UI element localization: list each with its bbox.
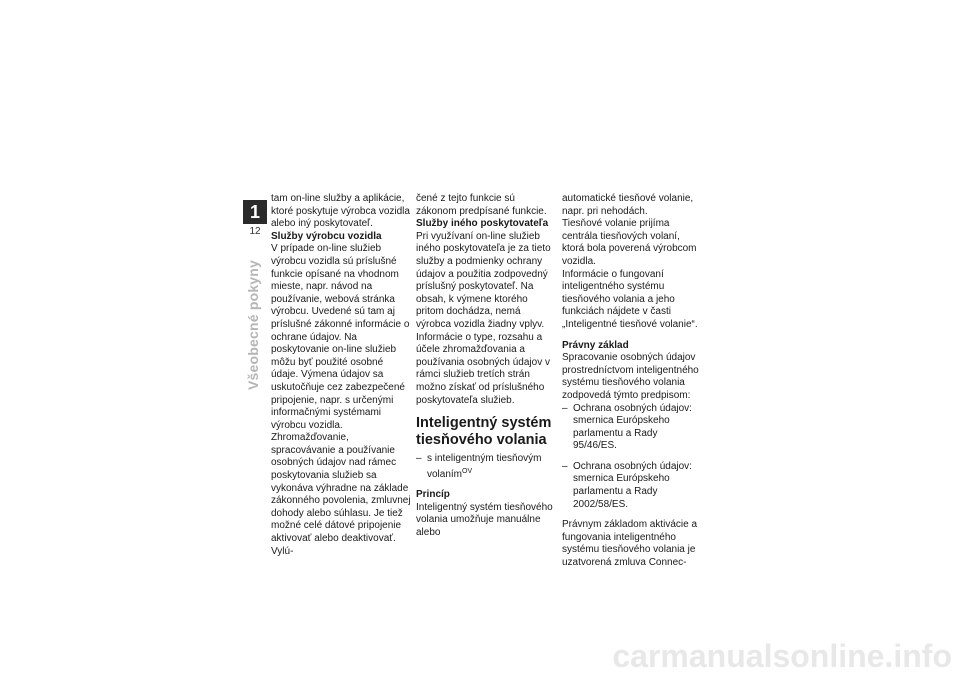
paragraph: automatické tiesňové volanie, napr. pri nehodách. — [562, 193, 694, 217]
bullet-text: Ochrana osobných údajov: smernica Európskeho parlamentu a Rady 2002/58/ES. — [573, 460, 692, 510]
svg-text:carmanualsonline.info: carmanualsonline.info — [612, 638, 952, 674]
paragraph: Pri využívaní on-line služieb iného poskytovateľa je za tieto služby a podmienky ochrany údajov a použitia zodpovedný príslušný poskytovateľ. Na obsah, k výmene ktorého pritom dochádza, nemá výrobca vozidla žiadny vplyv. Informácie o type, rozsahu a účele zhromažďovania a používania osobných údajov v rámci služieb tretích strán možno získať od príslušného poskytovateľa služieb. — [416, 230, 551, 406]
heading-emergency-call-system: Inteligentný systém tiesňového volania — [416, 415, 552, 448]
chapter-number-badge: 1 — [243, 200, 267, 224]
bullet-dash: – — [416, 453, 422, 465]
page-number: 12 — [249, 226, 261, 237]
paragraph: V prípade on-line služieb výrobcu vozidla sú príslušné funkcie opísané na vhodnom mieste, napr. návod na používanie, webová stránka výrobcu. Uvedené sú tam aj príslušné zákonné informácie o ochrane údajov. Na poskytovanie on-line služieb môžu byť použité osobné údaje. Výmena údajov sa uskutočňuje cez zabezpečené pripojenie, napr. s určenými informačnými systémami výrobcu vozidla. — [271, 243, 410, 431]
paragraph: tam on-line služby a aplikácie, ktoré poskytuje výrobca vozidla alebo iný poskytovateľ. — [271, 193, 410, 230]
heading-legal-basis: Právny základ — [562, 339, 629, 351]
bullet-text: s inteligentným tiesňovým volaním — [427, 453, 542, 480]
bullet-dash: – — [562, 460, 568, 472]
paragraph: Spracovanie osobných údajov prostredníctvom inteligentného systému tiesňového volania zodpovedá týmto predpisom: — [562, 352, 699, 401]
bullet-dash: – — [562, 402, 568, 414]
bullet-text: Ochrana osobných údajov: smernica Európskeho parlamentu a Rady 95/46/ES. — [573, 402, 692, 452]
list-item — [416, 453, 556, 481]
text-column-2 — [416, 193, 556, 540]
paragraph: Informácie o fungovaní inteligentného systému tiesňového volania a jeho funkciách nájdete v časti „Inteligentné tiesňové volanie“. — [562, 268, 698, 330]
paragraph: Tiesňové volanie prijíma centrála tiesňových volaní, ktorá bola poverená výrobcom vozidla. — [562, 218, 697, 267]
heading-principle: Princíp — [416, 489, 450, 501]
section-title-vertical: Všeobecné pokyny — [245, 259, 261, 390]
option-superscript: OV — [462, 467, 473, 475]
list-item — [562, 461, 702, 511]
paragraph: Zhromažďovanie, spracovávanie a používanie osobných údajov nad rámec poskytovania služieb sa vykonáva výhradne na základe zákonného povolenia, zmluvnej dohody alebo súhlasu. Je tiež možné celé dátové pripojenie aktivovať alebo deaktivovať. Vylú- — [271, 432, 411, 557]
paragraph: Právnym základom aktivácie a fungovania inteligentného systému tiesňového volania je uzatvorená zmluva Connec- — [562, 519, 698, 569]
text-column-1 — [271, 193, 411, 558]
heading-manufacturer-services: Služby výrobcu vozidla — [271, 230, 382, 242]
list-item — [562, 403, 702, 453]
paragraph: Inteligentný systém tiesňového volania umožňuje manuálne alebo — [416, 501, 553, 539]
text-column-3 — [562, 193, 702, 570]
watermark-logo — [550, 636, 955, 676]
heading-third-party-services: Služby iného poskytovateľa — [416, 218, 549, 230]
paragraph: čené z tejto funkcie sú zákonom predpísané funkcie. — [416, 193, 547, 217]
